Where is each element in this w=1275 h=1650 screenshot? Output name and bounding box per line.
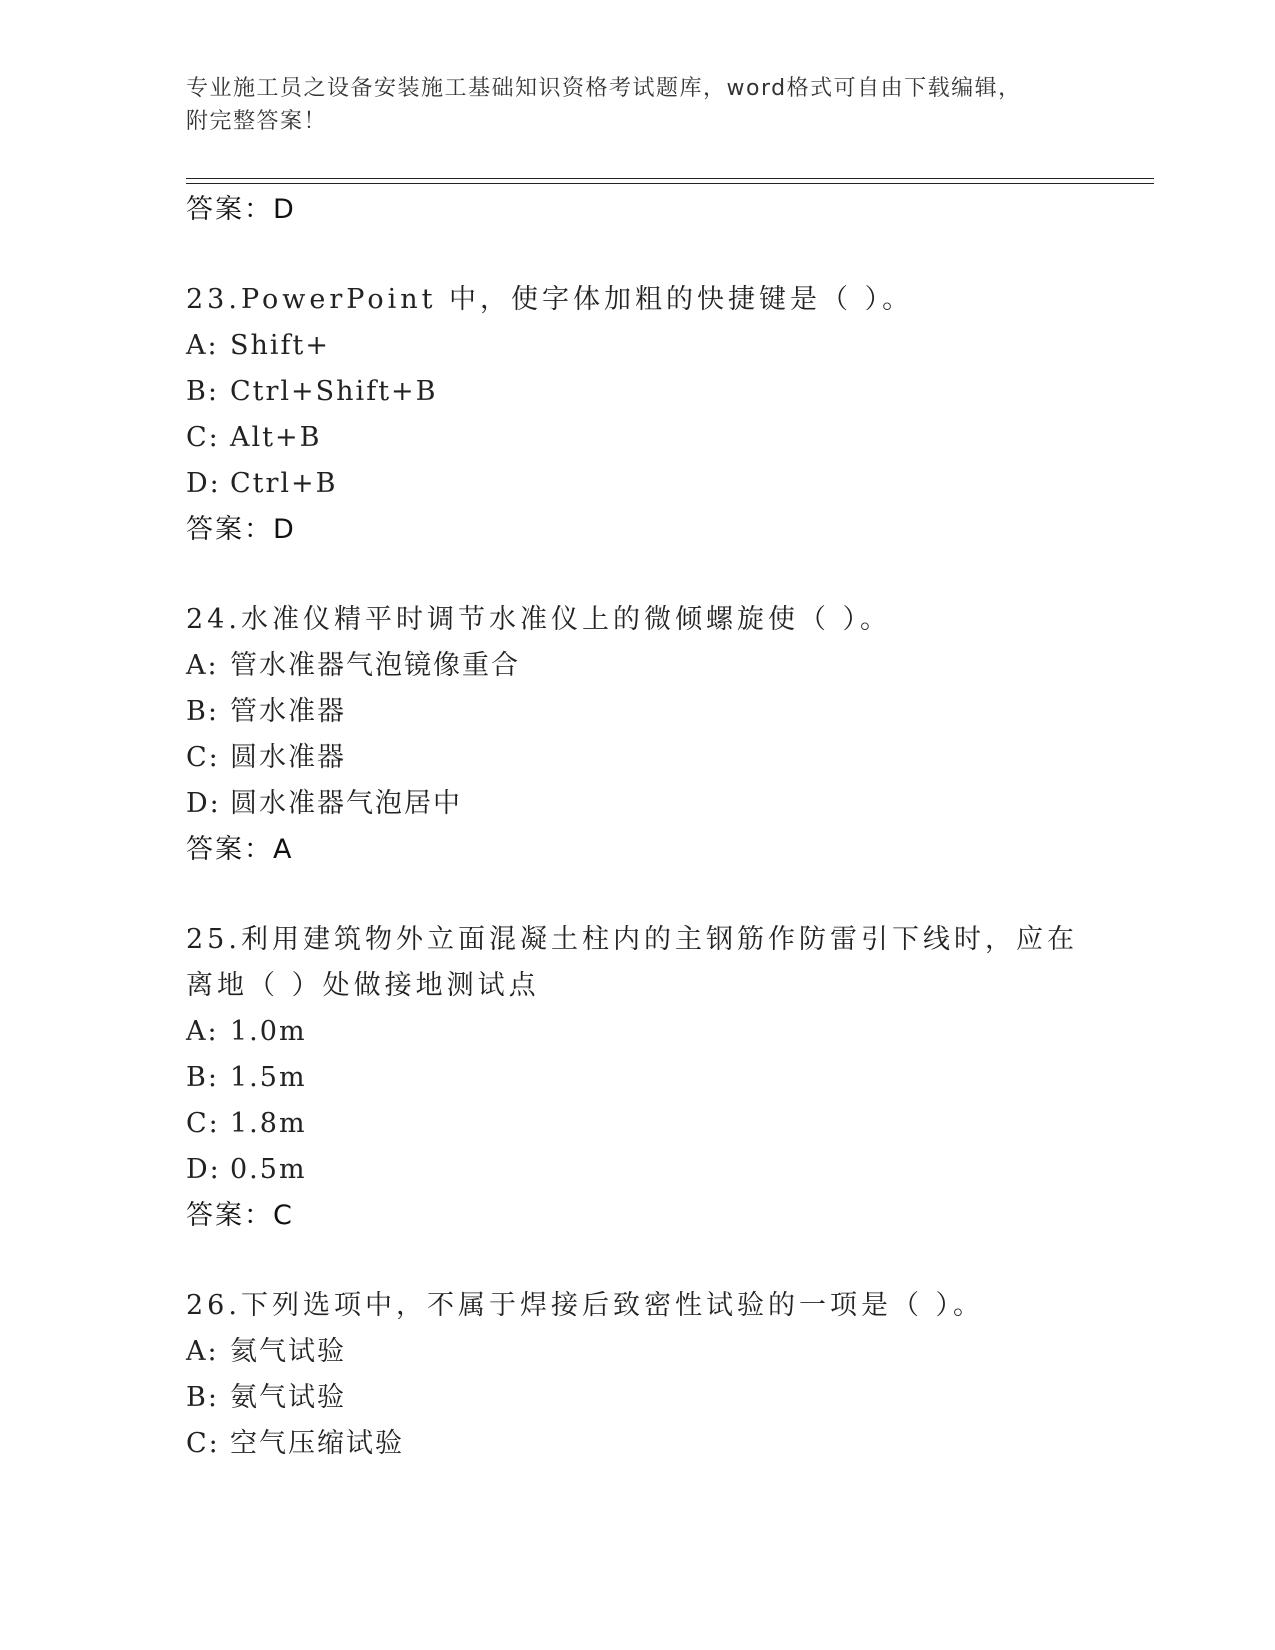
option-a — [186, 643, 1106, 689]
option-letter: B: — [186, 1062, 219, 1093]
option-letter: B: — [186, 696, 219, 727]
option-a — [186, 1329, 1106, 1375]
option-text: 空气压缩试验 — [230, 1428, 404, 1459]
option-letter: D: — [186, 468, 221, 499]
option-letter: C: — [186, 422, 220, 453]
answer-line: 答案：D — [186, 514, 296, 545]
question-text: 26.下列选项中，不属于焊接后致密性试验的一项是（ ）。 — [186, 1290, 985, 1321]
answer-line: 答案：C — [186, 1200, 294, 1231]
question-23 — [186, 277, 1106, 553]
header-line-1: 专业施工员之设备安装施工基础知识资格考试题库，word格式可自由下载编辑， — [186, 76, 1022, 101]
option-b — [186, 1375, 1106, 1421]
question-text: 23.PowerPoint 中，使字体加粗的快捷键是（ ）。 — [186, 284, 914, 315]
option-text: 管水准器气泡镜像重合 — [230, 650, 520, 681]
option-d — [186, 781, 1106, 827]
option-text: 1.8m — [230, 1108, 307, 1139]
question-25 — [186, 917, 1106, 1239]
header-line-2: 附完整答案！ — [186, 109, 328, 134]
option-d — [186, 461, 1106, 507]
option-a — [186, 323, 1106, 369]
option-text: 1.5m — [230, 1062, 307, 1093]
question-26 — [186, 1283, 1106, 1467]
question-24 — [186, 597, 1106, 873]
option-b — [186, 689, 1106, 735]
option-letter: C: — [186, 1108, 220, 1139]
option-text: 0.5m — [230, 1154, 307, 1185]
option-c — [186, 1421, 1106, 1467]
option-a — [186, 1009, 1106, 1055]
option-text: 1.0m — [230, 1016, 307, 1047]
option-text: 圆水准器 — [230, 742, 346, 773]
option-text: 氨气试验 — [230, 1382, 346, 1413]
option-letter: B: — [186, 1382, 219, 1413]
option-c — [186, 735, 1106, 781]
answer-line: 答案：D — [186, 194, 296, 225]
option-text: Ctrl+Shift+B — [230, 376, 438, 407]
answer-line: 答案：A — [186, 834, 294, 865]
option-letter: A: — [186, 330, 219, 361]
option-c — [186, 415, 1106, 461]
option-text: 圆水准器气泡居中 — [230, 788, 462, 819]
option-letter: A: — [186, 1336, 219, 1367]
option-letter: B: — [186, 376, 219, 407]
option-letter: C: — [186, 1428, 220, 1459]
option-b — [186, 369, 1106, 415]
option-letter: D: — [186, 788, 221, 819]
option-c — [186, 1101, 1106, 1147]
option-letter: C: — [186, 742, 220, 773]
option-letter: A: — [186, 650, 219, 681]
option-b — [186, 1055, 1106, 1101]
question-text: 24.水准仪精平时调节水准仪上的微倾螺旋使（ ）。 — [186, 604, 892, 635]
page-header — [186, 72, 1066, 138]
question-list — [186, 187, 1106, 1467]
header-divider-bottom — [186, 183, 1154, 184]
option-text: Ctrl+B — [230, 468, 338, 499]
question-text: 25.利用建筑物外立面混凝土柱内的主钢筋作防雷引下线时，应在离地（ ）处做接地测试点 — [186, 924, 1078, 1001]
option-text: Alt+B — [230, 422, 322, 453]
option-letter: A: — [186, 1016, 219, 1047]
option-d — [186, 1147, 1106, 1193]
header-divider-top — [186, 178, 1154, 179]
option-text: Shift+ — [230, 330, 330, 361]
option-letter: D: — [186, 1154, 221, 1185]
option-text: 氦气试验 — [230, 1336, 346, 1367]
option-text: 管水准器 — [230, 696, 346, 727]
